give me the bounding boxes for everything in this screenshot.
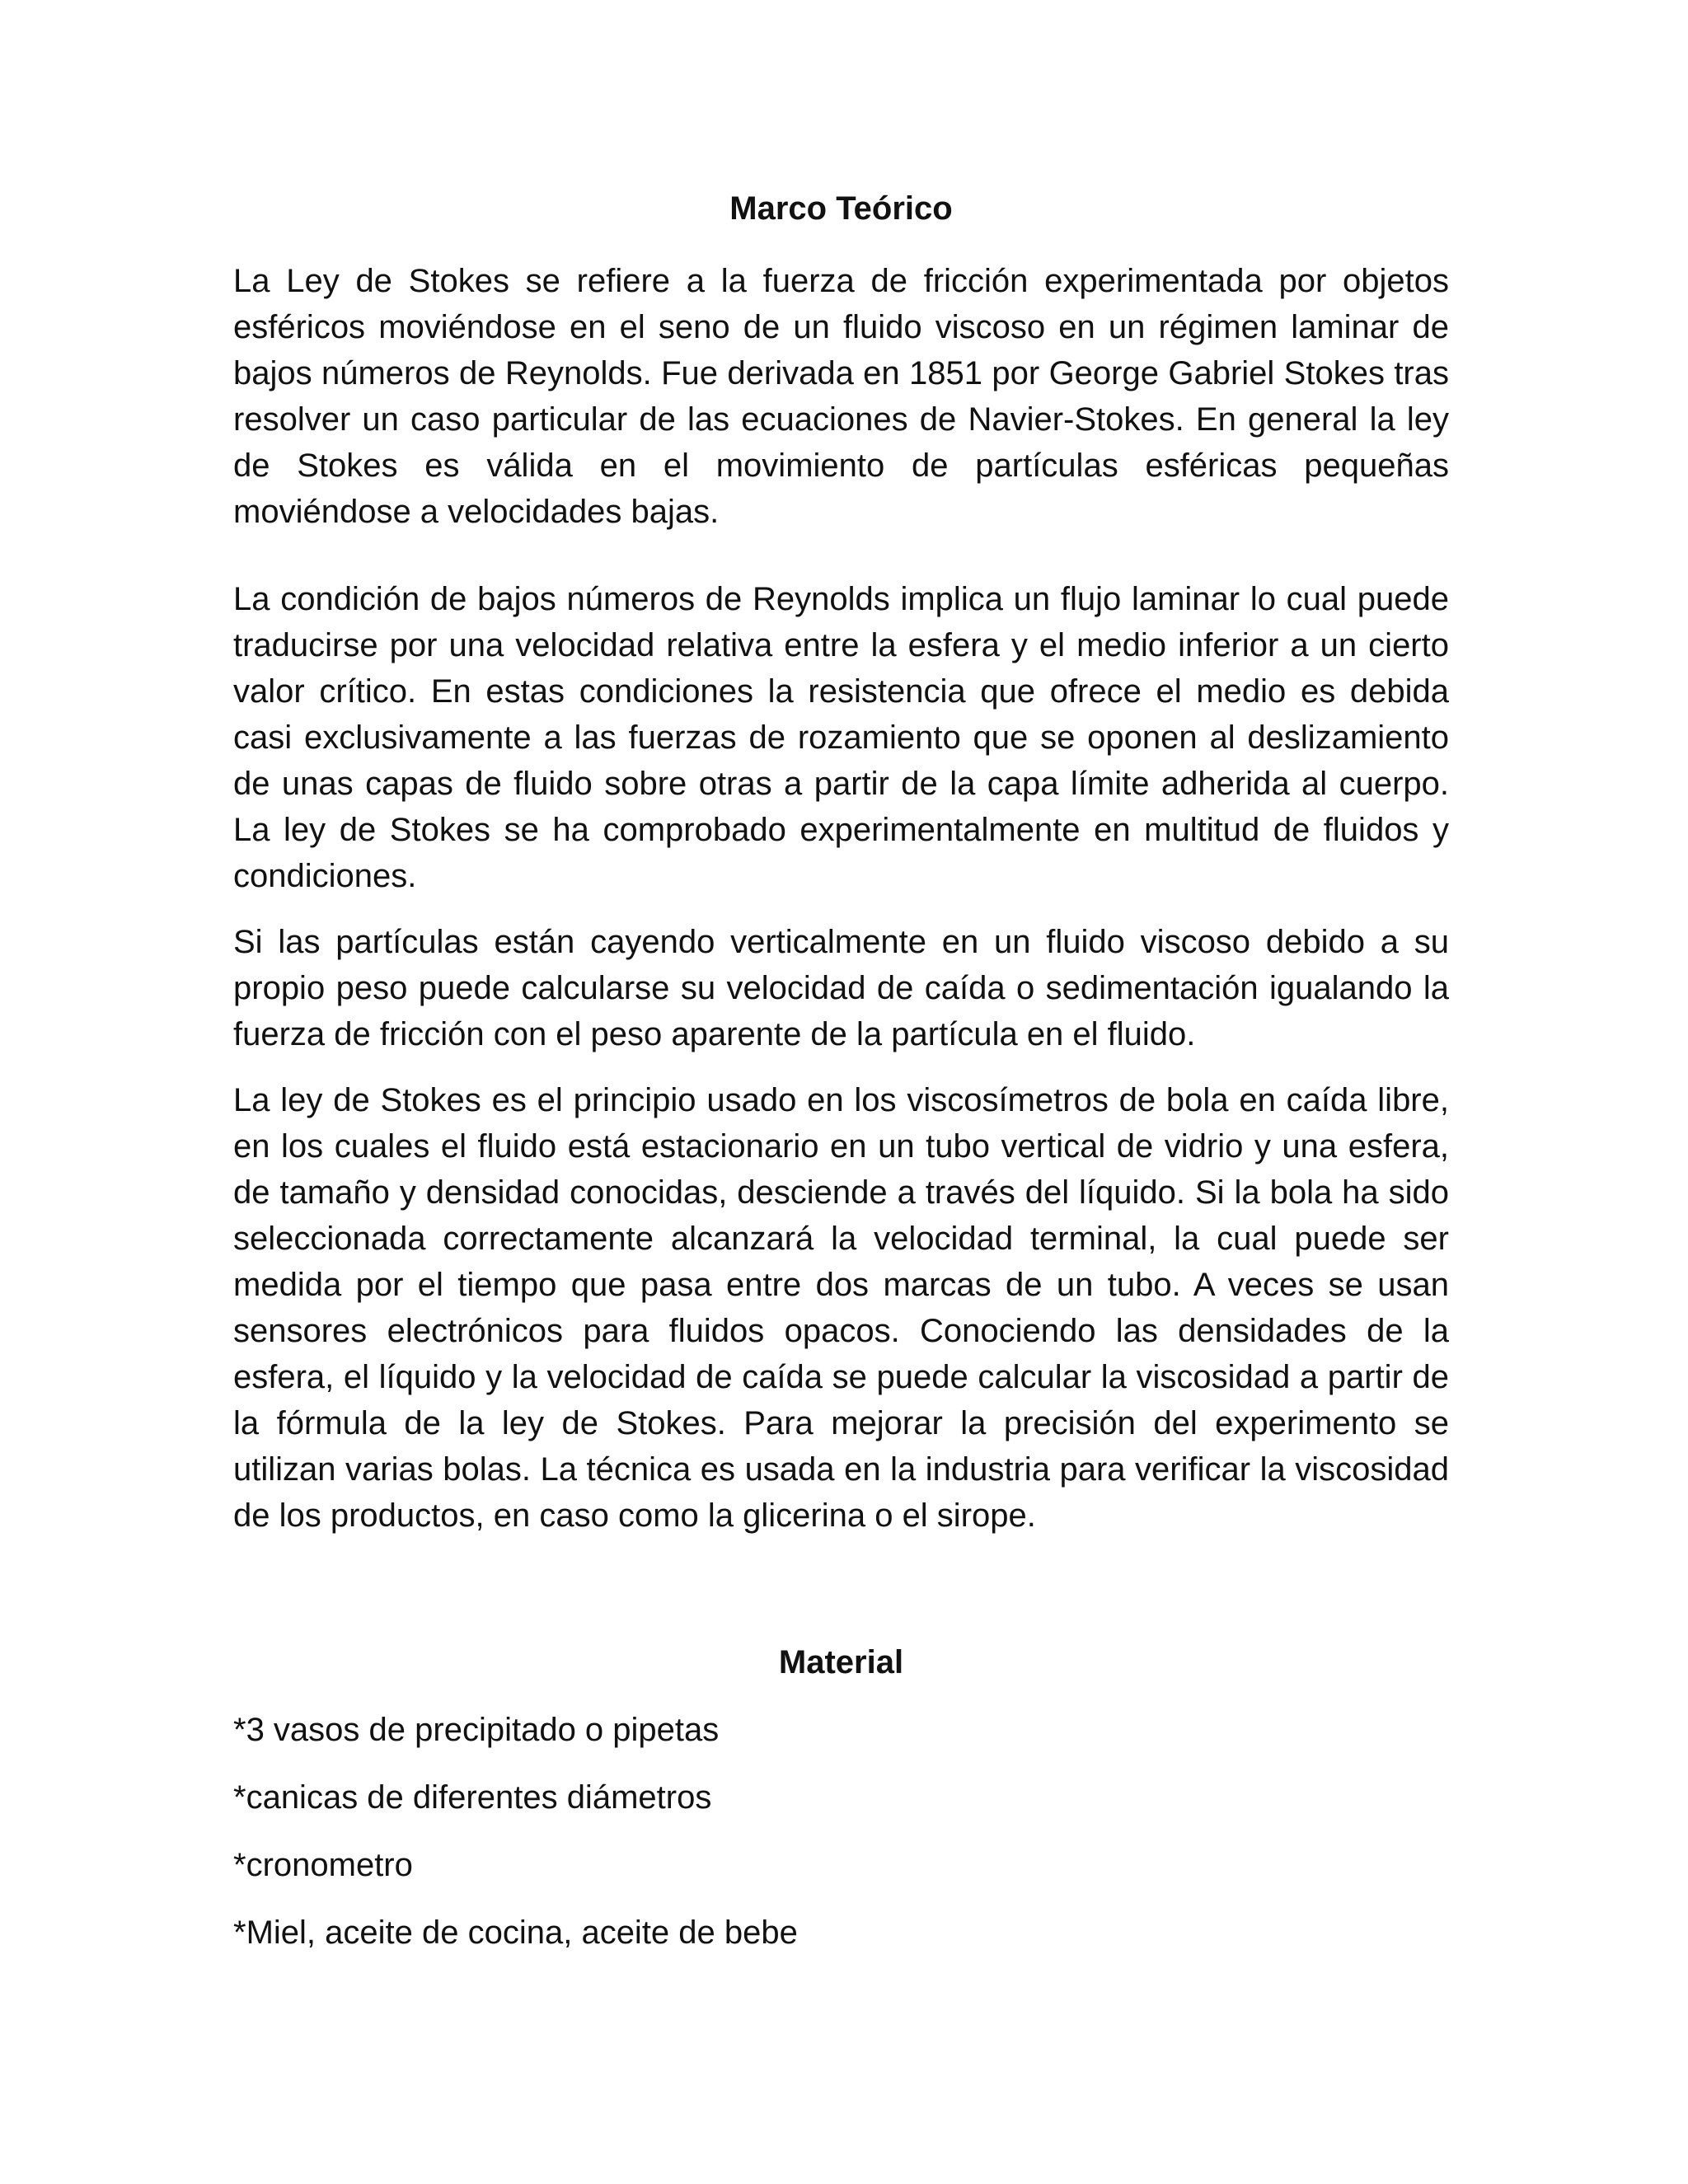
paragraph-viscometers: La ley de Stokes es el principio usado en los viscosímetros de bola en caída libre, en los cuales el fluido está estacionario en un tubo vertical de vidrio y una esfera, de tamaño y densidad conocidas, desciende a través del líquido. Si la bola ha sido seleccionada correctamente alcanzará la velocidad terminal, la cual puede ser medida por el tiempo que pasa entre dos marcas de un tubo. A veces se usan sensores electrónicos para fluidos opacos. Conociendo las densidades de la esfera, el líquido y la velocidad de caída se puede calcular la viscosidad a partir de la fórmula de la ley de Stokes. Para mejorar la precisión del experimento se utilizan varias bolas. La técnica es usada en la industria para verificar la viscosidad de los productos, en caso como la glicerina o el sirope.	[233, 1082, 1449, 1534]
paragraph-falling-particles: Si las partículas están cayendo verticalmente en un fluido viscoso debido a su propio peso puede calcularse su velocidad de caída o sedimentación igualando la fuerza de fricción con el peso aparente de la partícula en el fluido.	[233, 924, 1449, 1052]
material-item: *3 vasos de precipitado o pipetas	[233, 1712, 720, 1748]
material-item: *cronometro	[233, 1847, 413, 1883]
material-item: *Miel, aceite de cocina, aceite de bebe	[233, 1915, 798, 1951]
section-heading-material: Material	[778, 1644, 904, 1680]
material-item: *canicas de diferentes diámetros	[233, 1779, 712, 1816]
material-list	[233, 1707, 1449, 1956]
section-heading-marco-teorico: Marco Teórico	[729, 190, 953, 227]
paragraph-ley-stokes-intro: La Ley de Stokes se refiere a la fuerza de fricción experimentada por objetos esféricos moviéndose en el seno de un fluido viscoso en un régimen laminar de bajos números de Reynolds. Fue derivada en 1851 por George Gabriel Stokes tras resolver un caso particular de las ecuaciones de Navier-Stokes. En general la ley de Stokes es válida en el movimiento de partículas esféricas pequeñas moviéndose a velocidades bajas.	[233, 263, 1449, 530]
document-page	[233, 185, 1449, 1977]
paragraph-reynolds-condition: La condición de bajos números de Reynolds implica un flujo laminar lo cual puede traducirse por una velocidad relativa entre la esfera y el medio inferior a un cierto valor crítico. En estas condiciones la resistencia que ofrece el medio es debida casi exclusivamente a las fuerzas de rozamiento que se oponen al deslizamiento de unas capas de fluido sobre otras a partir de la capa límite adherida al cuerpo. La ley de Stokes se ha comprobado experimentalmente en multitud de fluidos y condiciones.	[233, 581, 1449, 894]
